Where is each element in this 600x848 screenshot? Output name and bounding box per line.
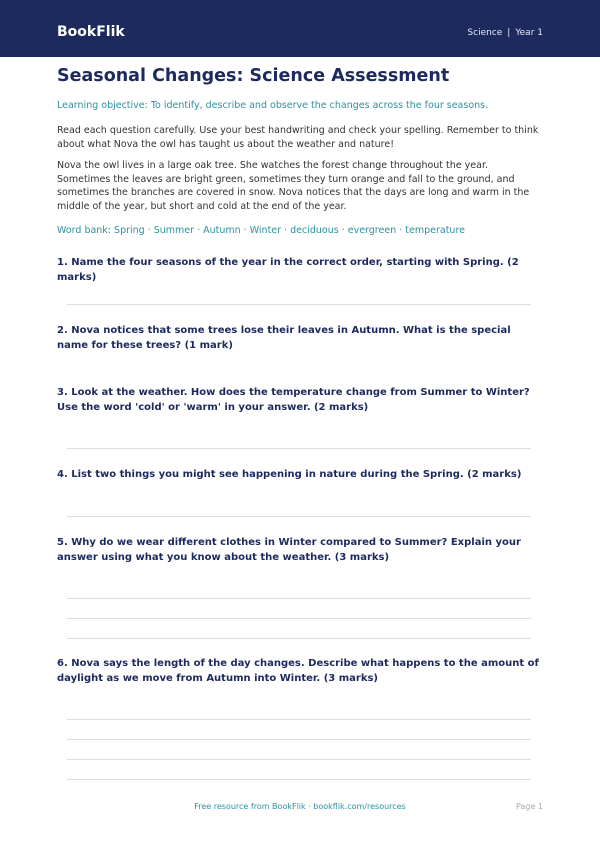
- subject-label: Science: [467, 28, 503, 38]
- footer-text: Free resource from BookFlik · bookflik.com/resources: [194, 802, 406, 811]
- year-label: Year 1: [515, 28, 543, 38]
- brand-logo: BookFlik: [57, 24, 125, 40]
- page-number: Page 1: [516, 802, 543, 811]
- question-4: 4. List two things you might see happening in nature during the Spring. (2 marks): [57, 469, 522, 480]
- meta-separator: |: [507, 28, 511, 38]
- page-title: Seasonal Changes: Science Assessment: [57, 66, 450, 86]
- instructions-text: Read each question carefully. Use your best handwriting and check your spelling. Remember to think about what Nova the owl has taught us about the weather and nature!: [57, 125, 539, 150]
- answer-line[interactable]: [67, 779, 531, 780]
- answer-line[interactable]: [67, 304, 531, 305]
- learning-objective: Learning objective: To identify, describe and observe the changes across the four seasons.: [57, 100, 489, 111]
- question-6: 6. Nova says the length of the day changes. Describe what happens to the amount of daylight as we move from Autumn into Winter. (3 marks): [57, 658, 539, 684]
- answer-line[interactable]: [67, 759, 531, 760]
- question-3: 3. Look at the weather. How does the temperature change from Summer to Winter? Use the word 'cold' or 'warm' in your answer. (2 marks): [57, 387, 530, 413]
- story-text: Nova the owl lives in a large oak tree. She watches the forest change throughout the year. Sometimes the leaves are bright green, sometimes they turn orange and fall to the ground, and sometimes the branches are covered in snow. Nova notices that the days are long and warm in the middle of the year, but short and cold at the end of the year.: [57, 160, 530, 212]
- question-1: 1. Name the four seasons of the year in the correct order, starting with Spring. (2 marks): [57, 257, 519, 283]
- answer-line[interactable]: [67, 638, 531, 639]
- question-5: 5. Why do we wear different clothes in Winter compared to Summer? Explain your answer using what you know about the weather. (3 marks): [57, 537, 521, 563]
- word-bank: Word bank: Spring · Summer · Autumn · Winter · deciduous · evergreen · temperature: [57, 225, 465, 236]
- header-bar: [0, 0, 600, 57]
- header-meta: [467, 28, 543, 38]
- answer-line[interactable]: [67, 516, 531, 517]
- answer-line[interactable]: [67, 739, 531, 740]
- question-2: 2. Nova notices that some trees lose their leaves in Autumn. What is the special name for these trees? (1 mark): [57, 325, 511, 351]
- answer-line[interactable]: [67, 618, 531, 619]
- answer-line[interactable]: [67, 719, 531, 720]
- answer-line[interactable]: [67, 598, 531, 599]
- answer-line[interactable]: [67, 448, 531, 449]
